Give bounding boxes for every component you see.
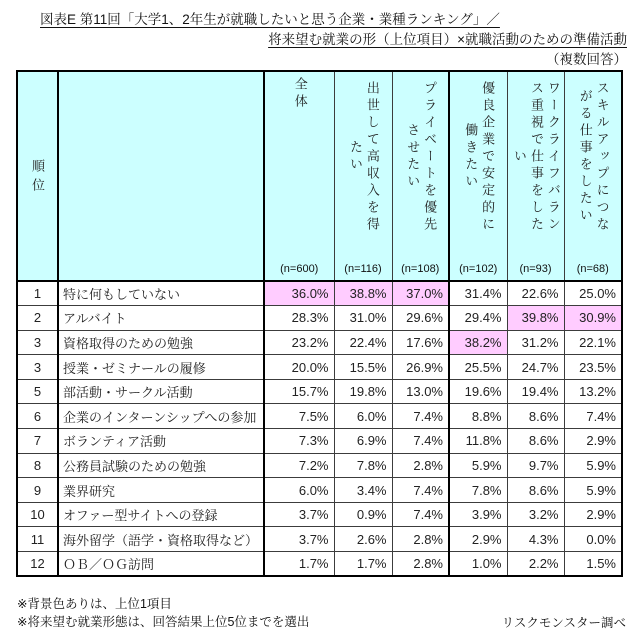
value-cell: 3.7%: [264, 502, 334, 527]
value-cell: 7.4%: [392, 502, 449, 527]
value-cell: 31.4%: [449, 281, 507, 306]
value-cell: 9.7%: [507, 453, 564, 478]
value-cell: 22.4%: [334, 330, 392, 355]
column-label: 全体: [292, 77, 308, 111]
value-cell: 25.0%: [564, 281, 622, 306]
rank-cell: 11: [17, 527, 58, 552]
activity-label-cell: 業界研究: [58, 478, 264, 503]
value-cell: 22.6%: [507, 281, 564, 306]
column-n: (n=108): [401, 263, 440, 275]
value-cell: 6.9%: [334, 429, 392, 454]
figure-title: [0, 10, 627, 70]
table-row: [17, 404, 622, 429]
item-header-cell: [58, 71, 264, 281]
value-cell-highlighted: 36.0%: [264, 281, 334, 306]
column-n: (n=600): [280, 263, 319, 275]
value-cell: 2.8%: [392, 453, 449, 478]
value-cell: 7.4%: [392, 429, 449, 454]
activity-label-cell: 公務員試験のための勉強: [58, 453, 264, 478]
footnote-1: ※背景色ありは、上位1項目: [17, 597, 172, 611]
rank-cell: 6: [17, 404, 58, 429]
value-cell: 15.5%: [334, 355, 392, 380]
value-cell: 17.6%: [392, 330, 449, 355]
value-cell: 29.6%: [392, 306, 449, 331]
table-row: [17, 478, 622, 503]
activity-label-cell: ボランティア活動: [58, 429, 264, 454]
value-cell-highlighted: 30.9%: [564, 306, 622, 331]
value-cell: 0.0%: [564, 527, 622, 552]
activity-label-cell: ＯＢ／ＯＧ訪問: [58, 552, 264, 577]
value-cell: 29.4%: [449, 306, 507, 331]
value-cell: 8.6%: [507, 404, 564, 429]
value-cell: 2.9%: [449, 527, 507, 552]
rank-cell: 3: [17, 330, 58, 355]
rank-header-label: 順位: [30, 158, 45, 197]
value-cell: 13.2%: [564, 379, 622, 404]
value-cell: 7.5%: [264, 404, 334, 429]
value-cell: 8.6%: [507, 429, 564, 454]
value-cell: 3.7%: [264, 527, 334, 552]
ranking-table: [16, 70, 623, 577]
value-cell: 7.2%: [264, 453, 334, 478]
column-header-stability: [449, 71, 507, 281]
figure-title-line1: 図表E 第11回「大学1、2年生が就職したいと思う企業・業種ランキング」／: [40, 12, 500, 27]
rank-cell: 8: [17, 453, 58, 478]
column-label: ワークライフバランス重視で仕事をしたい: [512, 80, 561, 234]
table-row: [17, 281, 622, 306]
rank-cell: 3: [17, 355, 58, 380]
source-credit: リスクモンスター調べ: [501, 616, 626, 630]
table-row: [17, 502, 622, 527]
activity-label-cell: アルバイト: [58, 306, 264, 331]
value-cell: 8.8%: [449, 404, 507, 429]
value-cell: 24.7%: [507, 355, 564, 380]
value-cell: 15.7%: [264, 379, 334, 404]
value-cell: 25.5%: [449, 355, 507, 380]
table-row: [17, 355, 622, 380]
column-n: (n=102): [459, 263, 498, 275]
column-n: (n=116): [344, 263, 382, 275]
value-cell: 2.8%: [392, 552, 449, 577]
value-cell-highlighted: 37.0%: [392, 281, 449, 306]
value-cell: 6.0%: [334, 404, 392, 429]
value-cell: 3.4%: [334, 478, 392, 503]
value-cell: 11.8%: [449, 429, 507, 454]
value-cell: 7.8%: [449, 478, 507, 503]
activity-label-cell: 海外留学（語学・資格取得など）: [58, 527, 264, 552]
value-cell: 7.8%: [334, 453, 392, 478]
column-n: (n=93): [519, 263, 552, 275]
activity-label-cell: 部活動・サークル活動: [58, 379, 264, 404]
activity-label-cell: 資格取得のための勉強: [58, 330, 264, 355]
value-cell: 19.8%: [334, 379, 392, 404]
value-cell: 13.0%: [392, 379, 449, 404]
value-cell: 23.2%: [264, 330, 334, 355]
value-cell-highlighted: 38.8%: [334, 281, 392, 306]
value-cell: 1.7%: [264, 552, 334, 577]
value-cell: 26.9%: [392, 355, 449, 380]
column-label: 優良企業で安定的に働きたい: [463, 80, 496, 234]
table-row: [17, 552, 622, 577]
table-row: [17, 429, 622, 454]
figure-title-note: （複数回答）: [546, 52, 627, 67]
rank-cell: 10: [17, 502, 58, 527]
value-cell: 1.5%: [564, 552, 622, 577]
activity-label-cell: 特に何もしていない: [58, 281, 264, 306]
table-row: [17, 330, 622, 355]
column-header-skillup: [564, 71, 622, 281]
footnote-2: ※将来望む就業形態は、回答結果上位5位までを選出: [17, 614, 310, 629]
value-cell: 31.2%: [507, 330, 564, 355]
column-header-promotion: [334, 71, 392, 281]
value-cell: 1.0%: [449, 552, 507, 577]
value-cell: 23.5%: [564, 355, 622, 380]
column-header-private: [392, 71, 449, 281]
header-row: [17, 71, 622, 281]
value-cell: 22.1%: [564, 330, 622, 355]
value-cell: 7.3%: [264, 429, 334, 454]
figure-title-line2: 将来望む就業の形（上位項目）×就職活動のための準備活動: [268, 32, 627, 47]
rank-cell: 12: [17, 552, 58, 577]
value-cell: 0.9%: [334, 502, 392, 527]
value-cell: 2.9%: [564, 502, 622, 527]
value-cell: 19.4%: [507, 379, 564, 404]
value-cell: 8.6%: [507, 478, 564, 503]
footnotes: [17, 596, 309, 631]
column-label: 出世して高収入を得たい: [348, 80, 380, 234]
value-cell: 3.2%: [507, 502, 564, 527]
value-cell: 2.2%: [507, 552, 564, 577]
table-body: [17, 281, 622, 576]
value-cell: 2.8%: [392, 527, 449, 552]
rank-cell: 1: [17, 281, 58, 306]
value-cell: 20.0%: [264, 355, 334, 380]
rank-cell: 2: [17, 306, 58, 331]
rank-cell: 9: [17, 478, 58, 503]
value-cell: 28.3%: [264, 306, 334, 331]
value-cell: 7.4%: [392, 404, 449, 429]
table-row: [17, 306, 622, 331]
value-cell: 2.9%: [564, 429, 622, 454]
value-cell: 19.6%: [449, 379, 507, 404]
value-cell: 5.9%: [564, 478, 622, 503]
value-cell: 5.9%: [449, 453, 507, 478]
rank-cell: 5: [17, 379, 58, 404]
rank-header-cell: [17, 71, 58, 281]
value-cell: 7.4%: [564, 404, 622, 429]
activity-label-cell: 企業のインターンシップへの参加: [58, 404, 264, 429]
value-cell: 31.0%: [334, 306, 392, 331]
table-row: [17, 527, 622, 552]
column-label: スキルアップにつながる仕事をしたい: [577, 80, 610, 234]
value-cell: 6.0%: [264, 478, 334, 503]
column-n: (n=68): [576, 263, 609, 275]
value-cell: 5.9%: [564, 453, 622, 478]
value-cell-highlighted: 39.8%: [507, 306, 564, 331]
value-cell: 7.4%: [392, 478, 449, 503]
activity-label-cell: 授業・ゼミナールの履修: [58, 355, 264, 380]
column-header-worklife: [507, 71, 564, 281]
rank-cell: 7: [17, 429, 58, 454]
table-row: [17, 453, 622, 478]
value-cell: 4.3%: [507, 527, 564, 552]
value-cell-highlighted: 38.2%: [449, 330, 507, 355]
value-cell: 2.6%: [334, 527, 392, 552]
activity-label-cell: オファー型サイトへの登録: [58, 502, 264, 527]
value-cell: 3.9%: [449, 502, 507, 527]
column-header-overall: [264, 71, 334, 281]
value-cell: 1.7%: [334, 552, 392, 577]
table-row: [17, 379, 622, 404]
column-label: プライベートを優先させたい: [405, 80, 438, 234]
